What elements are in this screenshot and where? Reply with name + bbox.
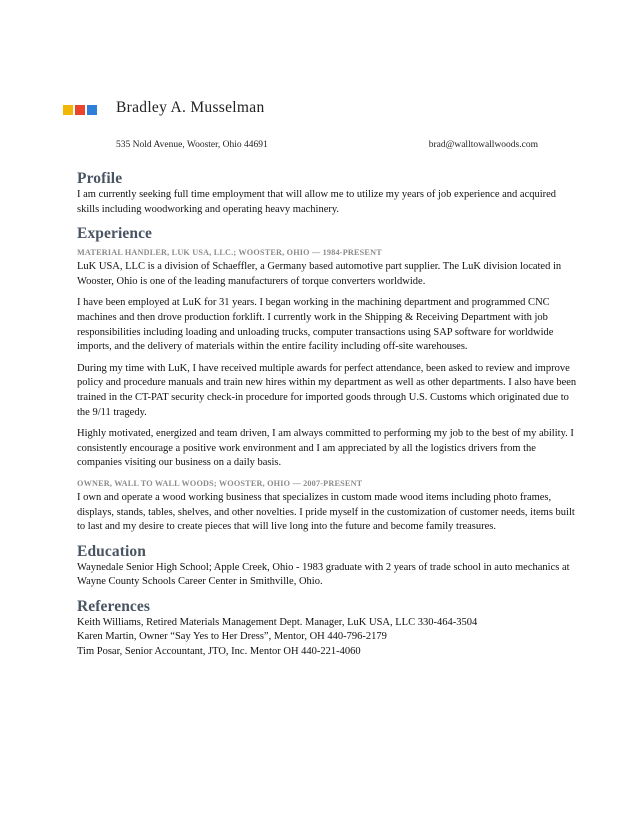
job-heading-wall-to-wall: OWNER, WALL TO WALL WOODS; WOOSTER, OHIO — 2007-PRESENT [77, 478, 363, 488]
logo-square-yellow [63, 105, 73, 115]
section-title-references: References [77, 597, 151, 615]
experience-section [77, 225, 577, 535]
profile-section [77, 170, 577, 217]
job-paragraph: I have been employed at LuK for 31 years. I began working in the machining department and programmed CNC machines and then drove production forklift. I currently work in the Shipping & Receiving Department with job responsibilities including loading and unloading trucks, computer transactions using SAP software for worldwide imports, and the delivery of materials within the entire facility including off-site warehouses. [77, 297, 554, 353]
profile-text: I am currently seeking full time employment that will allow me to utilize my years of job experience and acquired skills including woodworking and operating heavy machinery. [77, 189, 557, 215]
applicant-name: Bradley A. Musselman [116, 99, 265, 116]
reference-item: Karen Martin, Owner “Say Yes to Her Dress”, Mentor, OH 440-796-2179 [77, 631, 387, 643]
section-title-profile: Profile [77, 170, 123, 187]
logo-square-red [75, 105, 85, 115]
reference-item: Keith Williams, Retired Materials Management Dept. Manager, LuK USA, LLC 330-464-3504 [77, 616, 478, 628]
reference-item: Tim Posar, Senior Accountant, JTO, Inc. Mentor OH 440-221-4060 [77, 646, 361, 658]
email: brad@walltowallwoods.com [428, 140, 538, 150]
resume-content [77, 170, 577, 668]
job-paragraph: Highly motivated, energized and team driven, I am always committed to performing my job to the best of my ability. I consistently encourage a positive work environment and I am appreciated by all the logistics drivers from the companies visiting our business on a daily basis. [77, 428, 574, 469]
section-title-education: Education [77, 542, 146, 560]
job-paragraph: I own and operate a wood working business that specializes in custom made wood items including photo frames, displays, stands, tables, shelves, and other novelties. I pride myself in the customization of customer needs, items built to last and my desire to create pieces that will live long into the future and become family treasures. [77, 491, 575, 533]
references-section [77, 598, 577, 660]
job-paragraph: LuK USA, LLC is a division of Schaeffler, a Germany based automotive part supplier. The LuK division located in Wooster, Ohio is one of the leading manufacturers of torque converters worldwide. [77, 261, 562, 287]
education-text: Waynedale Senior High School; Apple Creek, Ohio - 1983 graduate with 2 years of trade school in auto mechanics at Wayne County Schools Career Center in Smithville, Ohio. [77, 561, 570, 588]
contact-line [116, 140, 538, 150]
job-paragraph: During my time with LuK, I have received multiple awards for perfect attendance, been asked to review and improve policy and procedure manuals and train new hires within my department as well as other departments. I also have been trained in the CT-PAT security check-in procedure for imported goods through U.S. Customs which originated due to the 9/11 tragedy. [77, 362, 577, 418]
logo-squares [63, 105, 97, 115]
logo-square-blue [87, 105, 97, 115]
job-heading-luk: MATERIAL HANDLER, LUK USA, LLC.; WOOSTER, OHIO — 1984-PRESENT [77, 248, 382, 258]
section-title-experience: Experience [77, 225, 153, 243]
address: 535 Nold Avenue, Wooster, Ohio 44691 [116, 140, 268, 150]
education-section [77, 543, 577, 590]
